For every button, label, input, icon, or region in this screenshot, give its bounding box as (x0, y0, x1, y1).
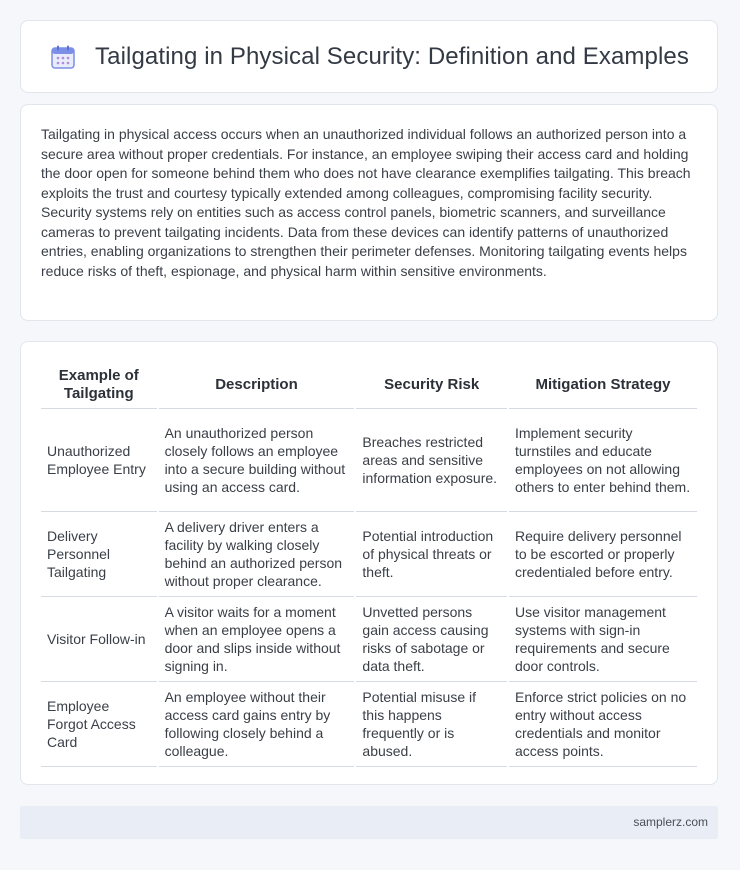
table-cell-mitigation: Use visitor management systems with sign-in requirements and secure door controls. (508, 597, 697, 682)
table-row (41, 512, 697, 597)
table-row (41, 682, 697, 767)
table-cell-description: A delivery driver enters a facility by walking closely behind an authorized person without proper clearance. (158, 512, 356, 597)
footer-site-link[interactable]: samplerz.com (633, 815, 708, 829)
examples-table (41, 362, 697, 767)
table-cell-mitigation: Implement security turnstiles and educate employees on not allowing others to enter behind them. (508, 409, 697, 512)
column-header-mitigation: Mitigation Strategy (508, 362, 697, 409)
table-cell-risk: Breaches restricted areas and sensitive information exposure. (355, 409, 508, 512)
calendar-icon (49, 43, 77, 71)
table-header-row (41, 362, 697, 409)
table-cell-description: An unauthorized person closely follows an employee into a secure building without using an access card. (158, 409, 356, 512)
table-cell-description: An employee without their access card gains entry by following closely behind a colleague. (158, 682, 356, 767)
title-card (20, 20, 718, 93)
table-cell-risk: Potential introduction of physical threats or theft. (355, 512, 508, 597)
table-row (41, 597, 697, 682)
column-header-security-risk: Security Risk (355, 362, 508, 409)
column-header-example: Example of Tailgating (41, 362, 158, 409)
title-row (21, 21, 717, 92)
table-cell-example: Unauthorized Employee Entry (41, 409, 158, 512)
table-cell-mitigation: Enforce strict policies on no entry without access credentials and monitor access points. (508, 682, 697, 767)
table-card (20, 341, 718, 785)
table-cell-description: A visitor waits for a moment when an employee opens a door and slips inside without signing in. (158, 597, 356, 682)
table-cell-example: Employee Forgot Access Card (41, 682, 158, 767)
intro-paragraph: Tailgating in physical access occurs when an unauthorized individual follows an authorized person into a secure area without proper credentials. For instance, an employee swiping their access card and holding the door open for someone behind them who does not have clearance exemplifies tailgating. This breach exploits the trust and courtesy typically extended among colleagues, compromising facility security. Security systems rely on entities such as access control panels, biometric scanners, and surveillance cameras to prevent tailgating incidents. Data from these devices can identify patterns of unauthorized entries, enabling organizations to strengthen their perimeter defenses. Monitoring tailgating events helps reduce risks of theft, espionage, and physical harm within sensitive environments. (41, 126, 691, 279)
table-row (41, 409, 697, 512)
table-cell-risk: Unvetted persons gain access causing risks of sabotage or data theft. (355, 597, 508, 682)
intro-card (20, 104, 718, 321)
table-cell-example: Visitor Follow-in (41, 597, 158, 682)
table-cell-example: Delivery Personnel Tailgating (41, 512, 158, 597)
table-cell-risk: Potential misuse if this happens frequently or is abused. (355, 682, 508, 767)
table-cell-mitigation: Require delivery personnel to be escorted or properly credentialed before entry. (508, 512, 697, 597)
footer (20, 806, 718, 839)
column-header-description: Description (158, 362, 356, 409)
page-title: Tailgating in Physical Security: Definition and Examples (95, 42, 689, 70)
